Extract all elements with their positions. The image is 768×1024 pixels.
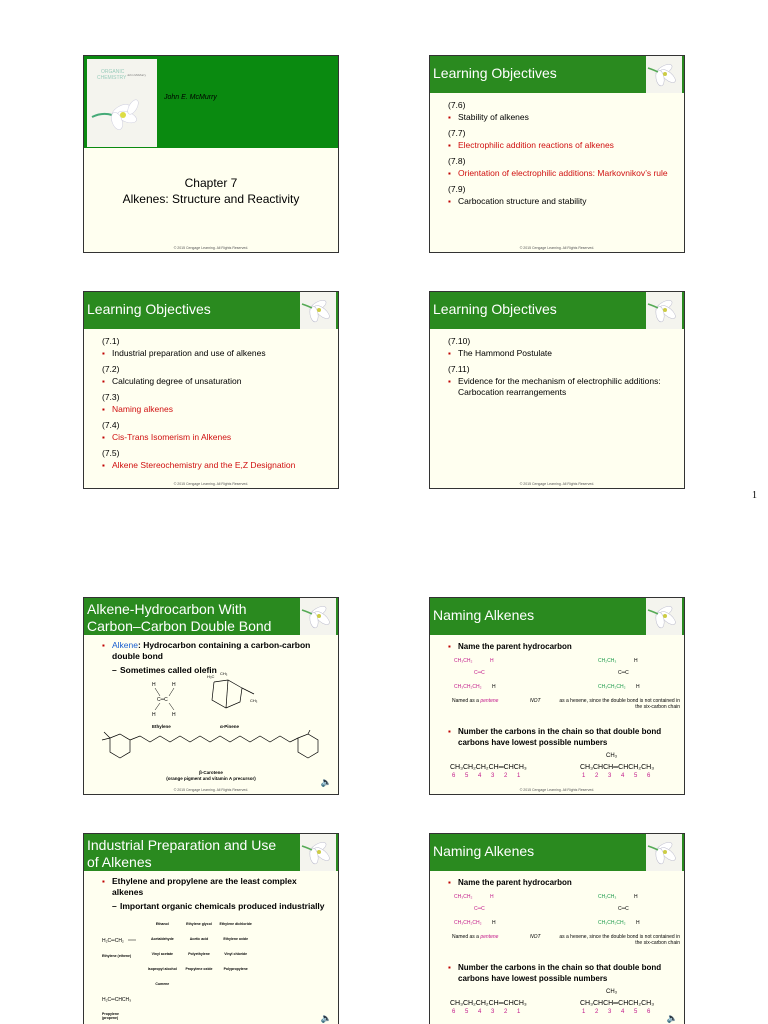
parent-hydrocarbon-bullet: ▪ Name the parent hydrocarbon bbox=[448, 641, 572, 652]
svg-text:CH₃CH₂: CH₃CH₂ bbox=[454, 894, 473, 900]
ethylene-label: Ethylene bbox=[152, 724, 171, 729]
lily-icon bbox=[300, 292, 336, 329]
lily-icon bbox=[646, 834, 682, 871]
svg-text:C═C: C═C bbox=[474, 906, 485, 912]
svg-text:H₂C═CHCH₃: H₂C═CHCH₃ bbox=[102, 997, 132, 1003]
svg-text:H₃C: H₃C bbox=[207, 674, 215, 679]
slide-footer: © 2015 Cengage Learning. All Rights Reserved. bbox=[519, 788, 595, 792]
objective-text: ▪ Orientation of electrophilic additions: Markovnikov’s rule bbox=[448, 168, 676, 179]
slide-naming-alkenes-2 bbox=[429, 833, 685, 1024]
svg-text:C═C: C═C bbox=[618, 670, 629, 676]
hexene-note: as a hexene, since the double bond is not contained in the six-carbon chain bbox=[559, 934, 680, 946]
objective-text: ▪ Stability of alkenes bbox=[448, 112, 676, 123]
chapter-number: Chapter 7 bbox=[184, 176, 238, 190]
objective-text: ▪ Electrophilic addition reactions of alkenes bbox=[448, 140, 676, 151]
objective-number: (7.11) bbox=[448, 364, 470, 374]
alkene-term: Alkene bbox=[112, 640, 138, 650]
slide-footer: © 2015 Cengage Learning. All Rights Reserved. bbox=[173, 788, 249, 792]
svg-text:H: H bbox=[152, 682, 156, 688]
hexene-note: as a hexene, since the double bond is not contained in the six-carbon chain bbox=[559, 698, 680, 710]
parent-hydrocarbon-bullet: ▪ Name the parent hydrocarbon bbox=[448, 877, 572, 888]
objective-text: ▪ The Hammond Postulate bbox=[448, 348, 676, 359]
chain-right-numbers: 1 2 3 4 5 6 bbox=[582, 1009, 651, 1015]
ethylene-label: Ethylene (ethene) bbox=[102, 954, 132, 958]
svg-text:CH₃: CH₃ bbox=[220, 671, 228, 676]
pinene-label: α-Pinene bbox=[220, 724, 240, 729]
chain-right-numbers: 1 2 3 4 5 6 bbox=[582, 773, 651, 779]
svg-text:H: H bbox=[172, 712, 176, 718]
product-label: Ethanol bbox=[155, 922, 169, 926]
svg-text:H: H bbox=[490, 658, 494, 664]
objective-text: ▪ Evidence for the mechanism of electrophilic additions: Carbocation rearrangements bbox=[448, 376, 676, 398]
slide-title: Alkene-Hydrocarbon With Carbon–Carbon Double Bond bbox=[87, 601, 272, 634]
objective-number: (7.3) bbox=[102, 392, 120, 402]
slide-title: Learning Objectives bbox=[433, 65, 557, 81]
objective-number: (7.7) bbox=[448, 128, 466, 138]
svg-text:CH₃CH₂CH₂: CH₃CH₂CH₂ bbox=[598, 684, 626, 690]
objective-number: (7.8) bbox=[448, 156, 466, 166]
slide-title bbox=[83, 55, 339, 253]
chain-right: CH₃CHCH═CHCH₂CH₃ bbox=[580, 1000, 655, 1007]
product-label: Isopropyl alcohol bbox=[147, 967, 177, 971]
svg-text:H: H bbox=[492, 920, 496, 926]
numbering-bullet: ▪ Number the carbons in the chain so that double bond carbons have lowest possible numbers bbox=[448, 726, 676, 748]
objective-text: ▪ Cis-Trans Isomerism in Alkenes bbox=[102, 432, 330, 443]
svg-text:C═C: C═C bbox=[474, 670, 485, 676]
objective-number: (7.1) bbox=[102, 336, 120, 346]
product-grid bbox=[144, 922, 254, 986]
slide-naming-alkenes-1 bbox=[429, 597, 685, 795]
objective-text: ▪ Industrial preparation and use of alkenes bbox=[102, 348, 330, 359]
svg-text:CH₃: CH₃ bbox=[250, 698, 258, 703]
objective-number: (7.6) bbox=[448, 100, 466, 110]
chain-right: CH₃CHCH═CHCH₂CH₃ bbox=[580, 764, 655, 771]
slide-title: Learning Objectives bbox=[433, 301, 557, 317]
svg-text:H: H bbox=[492, 684, 496, 690]
product-label: Polypropylene bbox=[223, 967, 248, 971]
objective-number: (7.5) bbox=[102, 448, 120, 458]
slide-title: Learning Objectives bbox=[87, 301, 211, 317]
chain-left-numbers: 6 5 4 3 2 1 bbox=[452, 773, 521, 779]
chain-left: CH₃CH₂CH₂CH═CHCH₃ bbox=[450, 1000, 527, 1007]
named-as: Named as a bbox=[452, 934, 479, 940]
objectives-list bbox=[102, 334, 330, 474]
page-number: 1 bbox=[752, 490, 757, 501]
named-as-caption bbox=[452, 698, 498, 704]
product-label: Vinyl chloride bbox=[224, 952, 248, 956]
speaker-icon[interactable]: 🔈 bbox=[320, 777, 332, 787]
svg-text:CH₂CH₃: CH₂CH₃ bbox=[598, 894, 617, 900]
objective-text: ▪ Carbocation structure and stability bbox=[448, 196, 676, 207]
slide-footer: © 2015 Cengage Learning. All Rights Reserved. bbox=[519, 482, 595, 486]
svg-text:C═C: C═C bbox=[618, 906, 629, 912]
lily-icon bbox=[300, 598, 336, 635]
svg-text:CH₃CH₂CH₂: CH₃CH₂CH₂ bbox=[454, 920, 482, 926]
olefin-sub-bullet: – Sometimes called olefin bbox=[102, 665, 330, 676]
definition-bullet bbox=[102, 640, 330, 662]
objective-number: (7.9) bbox=[448, 184, 466, 194]
pentene-structure bbox=[452, 892, 522, 928]
slide-learning-objectives-2 bbox=[429, 55, 685, 253]
svg-text:CH₃CH₂CH₂: CH₃CH₂CH₂ bbox=[454, 684, 482, 690]
chain-right-methyl: CH₃ bbox=[606, 753, 618, 759]
objective-number: (7.2) bbox=[102, 364, 120, 374]
svg-text:H: H bbox=[636, 684, 640, 690]
product-label: Polyethylene bbox=[188, 952, 210, 956]
hexene-structure bbox=[596, 892, 666, 928]
product-label: Ethylene glycol bbox=[186, 922, 212, 926]
chapter-subtitle: Alkenes: Structure and Reactivity bbox=[122, 192, 300, 206]
author-name: John E. McMurry bbox=[164, 94, 217, 101]
slide-body bbox=[102, 876, 330, 912]
carotene-label: β-Carotene bbox=[199, 770, 223, 775]
slide-title: Naming Alkenes bbox=[433, 607, 535, 623]
product-label: Propylene oxide bbox=[185, 967, 213, 971]
slide-title: Naming Alkenes bbox=[433, 843, 535, 859]
objectives-list bbox=[448, 334, 676, 401]
lily-icon bbox=[646, 598, 682, 635]
named-as-caption bbox=[452, 934, 498, 940]
least-complex-bullet: ▪ Ethylene and propylene are the least complex alkenes bbox=[102, 876, 330, 898]
svg-text:H: H bbox=[634, 894, 638, 900]
pinene-structure bbox=[202, 670, 262, 715]
book-title-line1: ORGANIC bbox=[101, 69, 125, 75]
named-as: Named as a bbox=[452, 698, 479, 704]
lily-icon bbox=[646, 292, 682, 329]
product-label: Ethylene oxide bbox=[223, 937, 249, 941]
product-label: Ethylene dichloride bbox=[219, 922, 252, 926]
objective-text: ▪ Calculating degree of unsaturation bbox=[102, 376, 330, 387]
not-word: NOT bbox=[530, 698, 541, 704]
objective-number: (7.4) bbox=[102, 420, 120, 430]
svg-text:H₂C═CH₂: H₂C═CH₂ bbox=[102, 938, 124, 944]
slide-alkene-definition bbox=[83, 597, 339, 795]
svg-text:CH₃CH₂: CH₃CH₂ bbox=[454, 658, 473, 664]
not-word: NOT bbox=[530, 934, 541, 940]
svg-text:H: H bbox=[490, 894, 494, 900]
product-label: Cumene bbox=[155, 982, 170, 986]
ethylene-structure bbox=[140, 678, 190, 718]
svg-text:H: H bbox=[152, 712, 156, 718]
product-label: Acetaldehyde bbox=[150, 937, 174, 941]
lily-icon bbox=[300, 834, 336, 871]
pentene-structure bbox=[452, 656, 522, 692]
product-label: Vinyl acetate bbox=[151, 952, 173, 956]
speaker-icon[interactable]: 🔈 bbox=[666, 1013, 678, 1023]
svg-text:CH₂CH₃: CH₂CH₃ bbox=[598, 658, 617, 664]
slide-title: Industrial Preparation and Use of Alkenes bbox=[87, 837, 277, 870]
objective-text: ▪ Alkene Stereochemistry and the E,Z Designation bbox=[102, 460, 330, 471]
svg-text:H: H bbox=[636, 920, 640, 926]
slide-learning-objectives-3 bbox=[429, 291, 685, 489]
pentene-word: pentene bbox=[480, 698, 499, 704]
book-author-small: John McMurry bbox=[127, 73, 147, 77]
alkene-definition: : Hydrocarbon containing a carbon-carbon double bond bbox=[112, 640, 311, 661]
svg-text:H: H bbox=[634, 658, 638, 664]
industrial-sub-bullet: – Important organic chemicals produced industrially bbox=[102, 901, 330, 912]
chain-left-numbers: 6 5 4 3 2 1 bbox=[452, 1009, 521, 1015]
book-title-line2: CHEMISTRY bbox=[97, 75, 127, 81]
speaker-icon[interactable]: 🔈 bbox=[320, 1013, 332, 1023]
flower-image bbox=[87, 87, 157, 147]
svg-text:CH₃CH₂CH₂: CH₃CH₂CH₂ bbox=[598, 920, 626, 926]
slide-learning-objectives-1 bbox=[83, 291, 339, 489]
chain-right-methyl: CH₃ bbox=[606, 989, 618, 995]
objective-text: ▪ Naming alkenes bbox=[102, 404, 330, 415]
pentene-word: pentene bbox=[480, 934, 499, 940]
product-label: Acetic acid bbox=[189, 937, 209, 941]
svg-text:C═C: C═C bbox=[157, 697, 168, 703]
svg-text:H: H bbox=[172, 682, 176, 688]
carotene-structure bbox=[98, 730, 328, 770]
slide-industrial-preparation bbox=[83, 833, 339, 1024]
carotene-note: (orange pigment and vitamin A precursor) bbox=[166, 776, 256, 781]
book-cover bbox=[87, 59, 157, 147]
slide-footer: © 2015 Cengage Learning. All Rights Reserved. bbox=[173, 246, 249, 250]
slide-footer: © 2015 Cengage Learning. All Rights Reserved. bbox=[519, 246, 595, 250]
objectives-list bbox=[448, 98, 676, 210]
propylene-label: Propylene (propene) bbox=[102, 1012, 119, 1020]
numbering-bullet: ▪ Number the carbons in the chain so that double bond carbons have lowest possible numbers bbox=[448, 962, 676, 984]
objective-number: (7.10) bbox=[448, 336, 471, 346]
slide-footer: © 2015 Cengage Learning. All Rights Reserved. bbox=[173, 482, 249, 486]
lily-icon bbox=[646, 56, 682, 93]
chain-left: CH₃CH₂CH₂CH═CHCH₃ bbox=[450, 764, 527, 771]
hexene-structure bbox=[596, 656, 666, 692]
